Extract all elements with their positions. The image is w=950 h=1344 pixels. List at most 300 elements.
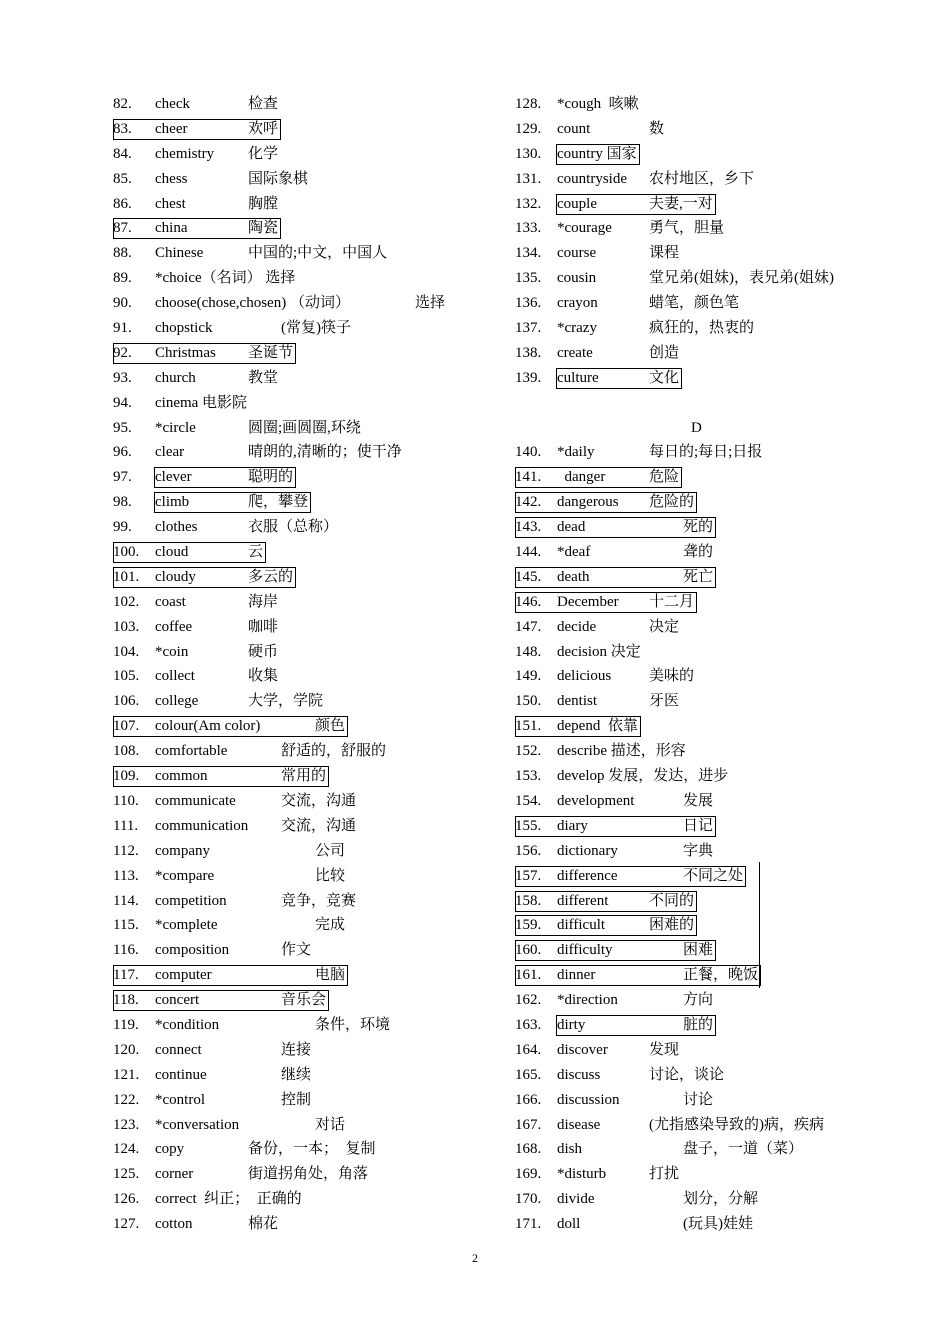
entry-meaning: 海岸 xyxy=(248,593,279,610)
vocab-entry xyxy=(113,764,473,789)
entry-word: crayon xyxy=(557,295,598,312)
section-letter: D xyxy=(691,419,702,436)
entry-word: difficulty xyxy=(557,942,613,959)
entry-word: culture xyxy=(557,369,599,386)
entry-word: cinema 电影院 xyxy=(155,394,248,411)
entry-meaning: 陶瓷 xyxy=(248,220,279,237)
entry-word: countryside xyxy=(557,170,627,187)
entry-word: cheer xyxy=(155,120,188,137)
vocab-entry xyxy=(113,1088,473,1113)
highlight-box xyxy=(556,144,640,165)
entry-word: create xyxy=(557,344,593,361)
right-column xyxy=(515,92,895,1237)
entry-number: 164. xyxy=(515,1041,542,1058)
vocab-entry xyxy=(113,391,473,416)
entry-meaning: 死亡 xyxy=(683,568,714,585)
entry-meaning: 街道拐角处，角落 xyxy=(248,1166,369,1183)
entry-number: 113. xyxy=(113,867,139,884)
vocab-entry xyxy=(515,1013,895,1038)
entry-meaning: 云 xyxy=(248,544,264,561)
entry-meaning: (尤指感染导致的)病，疾病 xyxy=(649,1116,824,1133)
entry-word: correct 纠正； 正确的 xyxy=(155,1191,302,1208)
entry-meaning: 夫妻,一对 xyxy=(649,195,713,212)
entry-word: discover xyxy=(557,1041,608,1058)
vocab-entry xyxy=(515,664,895,689)
vocab-entry xyxy=(515,864,895,889)
vocab-entry xyxy=(515,241,895,266)
entry-word: communication xyxy=(155,817,249,834)
entry-number: 170. xyxy=(515,1191,542,1208)
entry-word: coast xyxy=(155,593,186,610)
entry-word: dirty xyxy=(557,1016,586,1033)
entry-number: 129. xyxy=(515,120,542,137)
entry-number: 156. xyxy=(515,842,542,859)
vocab-entry xyxy=(515,714,895,739)
entry-number: 103. xyxy=(113,618,140,635)
entry-meaning: 音乐会 xyxy=(281,992,327,1009)
entry-word: chess xyxy=(155,170,188,187)
vocab-entry xyxy=(113,316,473,341)
entry-meaning: 不同的 xyxy=(649,892,695,909)
vocab-entry xyxy=(113,266,473,291)
highlight-box xyxy=(113,965,348,986)
highlight-box xyxy=(556,368,682,389)
entry-word: cotton xyxy=(155,1216,193,1233)
entry-meaning: 完成 xyxy=(315,917,346,934)
entry-number: 105. xyxy=(113,668,140,685)
entry-word: cousin xyxy=(557,270,597,287)
entry-number: 160. xyxy=(515,942,542,959)
entry-number: 151. xyxy=(515,718,542,735)
entry-number: 149. xyxy=(515,668,542,685)
entry-meaning: 电脑 xyxy=(315,967,346,984)
entry-number: 166. xyxy=(515,1091,542,1108)
entry-meaning: (常复)筷子 xyxy=(281,320,351,337)
entry-number: 112. xyxy=(113,842,139,859)
entry-number: 126. xyxy=(113,1191,140,1208)
entry-number: 94. xyxy=(113,394,132,411)
vocab-entry xyxy=(113,565,473,590)
vocab-entry xyxy=(113,615,473,640)
entry-meaning: 多云的 xyxy=(248,568,294,585)
vocab-entry xyxy=(113,714,473,739)
entry-number: 132. xyxy=(515,195,542,212)
entry-word: *direction xyxy=(557,992,618,1009)
entry-number: 118. xyxy=(113,992,139,1009)
entry-word: diary xyxy=(557,817,588,834)
entry-word: copy xyxy=(155,1141,185,1158)
vocab-entry xyxy=(113,465,473,490)
entry-meaning: 美味的 xyxy=(649,668,695,685)
vocab-entry xyxy=(515,640,895,665)
vocab-entry xyxy=(113,640,473,665)
entry-number: 99. xyxy=(113,519,132,536)
vocab-entry xyxy=(113,739,473,764)
vocab-entry xyxy=(515,465,895,490)
entry-meaning: 困难的 xyxy=(649,917,695,934)
highlight-box xyxy=(515,891,697,912)
entry-number: 95. xyxy=(113,419,132,436)
entry-number: 125. xyxy=(113,1166,140,1183)
entry-word: course xyxy=(557,245,597,262)
vocab-entry xyxy=(113,192,473,217)
entry-number: 133. xyxy=(515,220,542,237)
entry-meaning: 疯狂的，热衷的 xyxy=(649,320,755,337)
entry-word: *choice（名词） 选择 xyxy=(155,270,296,287)
entry-word: dentist xyxy=(557,693,597,710)
entry-number: 88. xyxy=(113,245,132,262)
vocab-entry xyxy=(113,1063,473,1088)
entry-word: colour(Am color) xyxy=(155,718,261,735)
left-column xyxy=(113,92,473,1237)
entry-word: dangerous xyxy=(557,494,619,511)
vocab-entry xyxy=(515,142,895,167)
highlight-box xyxy=(113,119,281,140)
highlight-box xyxy=(113,567,296,588)
entry-number: 90. xyxy=(113,295,132,312)
vocab-entry xyxy=(515,540,895,565)
entry-number: 107. xyxy=(113,718,140,735)
entry-word: *control xyxy=(155,1091,205,1108)
entry-word: difference xyxy=(557,867,618,884)
vocab-entry xyxy=(113,540,473,565)
section-heading xyxy=(515,416,895,441)
entry-word: dinner xyxy=(557,967,596,984)
entry-number: 169. xyxy=(515,1166,542,1183)
vocab-entry xyxy=(113,689,473,714)
entry-meaning: 堂兄弟(姐妹)，表兄弟(姐妹) xyxy=(649,270,834,287)
entry-meaning: 盘子，一道（菜） xyxy=(683,1141,804,1158)
entry-number: 106. xyxy=(113,693,140,710)
entry-meaning: 聪明的 xyxy=(248,469,294,486)
vocab-entry xyxy=(515,117,895,142)
entry-number: 121. xyxy=(113,1066,140,1083)
entry-word: difficult xyxy=(557,917,606,934)
entry-meaning: 发现 xyxy=(649,1041,680,1058)
entry-meaning: 收集 xyxy=(248,668,279,685)
entry-word: December xyxy=(557,593,619,610)
vocab-entry xyxy=(113,839,473,864)
vocab-entry xyxy=(515,565,895,590)
vocab-entry xyxy=(113,1162,473,1187)
entry-word: chopstick xyxy=(155,320,213,337)
entry-meaning: 文化 xyxy=(649,369,680,386)
highlight-box xyxy=(154,492,311,513)
entry-word: connect xyxy=(155,1041,202,1058)
vocab-entry xyxy=(515,1137,895,1162)
entry-number: 120. xyxy=(113,1041,140,1058)
entry-word: depend 依靠 xyxy=(557,718,638,735)
entry-number: 87. xyxy=(113,220,132,237)
entry-number: 93. xyxy=(113,369,132,386)
entry-meaning: 数 xyxy=(649,120,665,137)
entry-number: 91. xyxy=(113,320,132,337)
entry-number: 104. xyxy=(113,643,140,660)
entry-meaning: 圣诞节 xyxy=(248,344,294,361)
entry-number: 100. xyxy=(113,544,140,561)
entry-number: 108. xyxy=(113,743,140,760)
entry-meaning: 备份，一本； 复制 xyxy=(248,1141,376,1158)
entry-number: 131. xyxy=(515,170,542,187)
entry-meaning: 爬，攀登 xyxy=(248,494,309,511)
highlight-box xyxy=(515,492,697,513)
vocab-entry xyxy=(515,291,895,316)
entry-word: *disturb xyxy=(557,1166,607,1183)
entry-word: disease xyxy=(557,1116,601,1133)
entry-word: china xyxy=(155,220,188,237)
vocab-entry xyxy=(515,515,895,540)
highlight-box xyxy=(113,990,329,1011)
vocab-entry xyxy=(515,1162,895,1187)
vocab-entry xyxy=(113,789,473,814)
vocab-entry xyxy=(113,889,473,914)
entry-number: 127. xyxy=(113,1216,140,1233)
entry-meaning: 危险 xyxy=(649,469,680,486)
entry-word: country 国家 xyxy=(557,145,637,162)
entry-number: 109. xyxy=(113,768,140,785)
entry-word: *daily xyxy=(557,444,595,461)
entry-meaning: 国际象棋 xyxy=(248,170,309,187)
entry-word: chest xyxy=(155,195,186,212)
entry-word: college xyxy=(155,693,199,710)
margin-line xyxy=(759,862,760,988)
entry-word: check xyxy=(155,96,190,112)
entry-meaning: 选择 xyxy=(415,295,446,312)
highlight-box xyxy=(515,567,716,588)
vocab-entry xyxy=(113,366,473,391)
highlight-box xyxy=(515,866,746,887)
entry-meaning: 公司 xyxy=(315,842,346,859)
vocab-entry xyxy=(515,839,895,864)
vocab-entry xyxy=(515,440,895,465)
entry-word: *coin xyxy=(155,643,189,660)
vocab-entry xyxy=(515,938,895,963)
entry-word: *deaf xyxy=(557,544,591,561)
entry-word: delicious xyxy=(557,668,612,685)
vocab-entry xyxy=(113,938,473,963)
entry-number: 143. xyxy=(515,519,542,536)
vocab-entry xyxy=(113,988,473,1013)
vocab-entry xyxy=(113,1212,473,1237)
highlight-box xyxy=(515,915,697,936)
entry-word: *crazy xyxy=(557,320,597,337)
entry-word: dish xyxy=(557,1141,583,1158)
vocab-entry xyxy=(113,117,473,142)
entry-word: computer xyxy=(155,967,212,984)
entry-word: cloud xyxy=(155,544,189,561)
entry-number: 139. xyxy=(515,369,542,386)
entry-number: 157. xyxy=(515,867,542,884)
vocab-entry xyxy=(515,490,895,515)
entry-number: 101. xyxy=(113,568,140,585)
vocab-entry xyxy=(113,1113,473,1138)
vocab-entry xyxy=(113,341,473,366)
highlight-box xyxy=(556,194,716,215)
entry-number: 161. xyxy=(515,967,542,984)
vocab-entry xyxy=(515,739,895,764)
entry-meaning: 咖啡 xyxy=(248,618,279,635)
entry-meaning: 继续 xyxy=(281,1066,312,1083)
entry-meaning: 中国的;中文，中国人 xyxy=(248,245,388,262)
entry-meaning: 不同之处 xyxy=(683,867,744,884)
entry-meaning: 死的 xyxy=(683,519,714,536)
vocab-entry xyxy=(113,167,473,192)
entry-meaning: 检查 xyxy=(248,96,279,112)
entry-meaning: 大学，学院 xyxy=(248,693,324,710)
entry-word: collect xyxy=(155,668,195,685)
highlight-box xyxy=(515,592,697,613)
entry-meaning: 欢呼 xyxy=(248,120,279,137)
entry-number: 115. xyxy=(113,917,139,934)
entry-number: 96. xyxy=(113,444,132,461)
entry-number: 140. xyxy=(515,444,542,461)
vocab-entry xyxy=(113,142,473,167)
entry-word: count xyxy=(557,120,591,137)
entry-number: 98. xyxy=(113,494,132,511)
entry-word: corner xyxy=(155,1166,194,1183)
entry-word: dead xyxy=(557,519,586,536)
entry-meaning: 圆圈;画圆圈,环绕 xyxy=(248,419,361,436)
entry-number: 142. xyxy=(515,494,542,511)
entry-meaning: (玩具)娃娃 xyxy=(683,1216,753,1233)
entry-number: 154. xyxy=(515,792,542,809)
entry-meaning: 决定 xyxy=(649,618,680,635)
entry-meaning: 划分，分解 xyxy=(683,1191,759,1208)
entry-number: 163. xyxy=(515,1016,542,1033)
entry-word: decide xyxy=(557,618,597,635)
entry-word: discuss xyxy=(557,1066,601,1083)
entry-word: Christmas xyxy=(155,344,216,361)
entry-word: couple xyxy=(557,195,597,212)
entry-word: divide xyxy=(557,1191,595,1208)
vocab-entry xyxy=(515,366,895,391)
highlight-box xyxy=(113,716,348,737)
entry-meaning: 棉花 xyxy=(248,1216,279,1233)
page-number: 2 xyxy=(472,1251,478,1265)
highlight-box xyxy=(113,542,266,563)
entry-meaning: 讨论 xyxy=(683,1091,714,1108)
entry-word: clever xyxy=(155,469,192,486)
vocab-entry xyxy=(515,1088,895,1113)
entry-number: 130. xyxy=(515,145,542,162)
entry-meaning: 舒适的，舒服的 xyxy=(281,743,387,760)
entry-number: 117. xyxy=(113,967,139,984)
entry-number: 171. xyxy=(515,1216,542,1233)
entry-word: *condition xyxy=(155,1016,220,1033)
entry-number: 136. xyxy=(515,295,542,312)
entry-word: death xyxy=(557,568,590,585)
entry-number: 111. xyxy=(113,817,139,834)
entry-number: 146. xyxy=(515,593,542,610)
entry-word: cloudy xyxy=(155,568,196,585)
entry-number: 102. xyxy=(113,593,140,610)
entry-word: *conversation xyxy=(155,1116,240,1133)
vocab-entry xyxy=(113,291,473,316)
vocab-entry xyxy=(515,1212,895,1237)
vocab-entry xyxy=(113,1187,473,1212)
entry-meaning: 牙医 xyxy=(649,693,680,710)
vocab-entry xyxy=(515,789,895,814)
entry-number: 158. xyxy=(515,892,542,909)
highlight-box xyxy=(556,1015,716,1036)
vocab-entry xyxy=(113,814,473,839)
entry-number: 134. xyxy=(515,245,542,262)
vocab-entry xyxy=(515,764,895,789)
entry-meaning: 作文 xyxy=(281,942,312,959)
entry-word: company xyxy=(155,842,210,859)
vocab-entry xyxy=(113,241,473,266)
entry-word: *complete xyxy=(155,917,218,934)
entry-meaning: 条件，环境 xyxy=(315,1016,391,1033)
vocab-entry xyxy=(515,266,895,291)
entry-number: 141. xyxy=(515,469,542,486)
entry-word: concert xyxy=(155,992,200,1009)
entry-word: comfortable xyxy=(155,743,228,760)
entry-word: *courage xyxy=(557,220,612,237)
entry-meaning: 十二月 xyxy=(649,593,695,610)
entry-meaning: 化学 xyxy=(248,145,279,162)
entry-word: composition xyxy=(155,942,230,959)
entry-meaning: 交流，沟通 xyxy=(281,817,357,834)
entry-word: continue xyxy=(155,1066,207,1083)
entry-number: 89. xyxy=(113,270,132,287)
vocab-entry xyxy=(113,490,473,515)
vocab-entry xyxy=(515,341,895,366)
vocab-entry xyxy=(515,963,895,988)
entry-number: 165. xyxy=(515,1066,542,1083)
entry-meaning: 创造 xyxy=(649,344,680,361)
entry-word: *cough 咳嗽 xyxy=(557,96,639,112)
entry-word: decision 决定 xyxy=(557,643,641,660)
entry-meaning: 竞争，竞赛 xyxy=(281,892,357,909)
entry-word: coffee xyxy=(155,618,193,635)
highlight-box xyxy=(154,467,296,488)
vocab-entry xyxy=(515,1187,895,1212)
highlight-box xyxy=(515,940,716,961)
vocab-entry xyxy=(515,1113,895,1138)
vocab-entry xyxy=(113,216,473,241)
entry-number: 168. xyxy=(515,1141,542,1158)
vocab-entry xyxy=(113,416,473,441)
entry-word: *circle xyxy=(155,419,196,436)
entry-word: competition xyxy=(155,892,227,909)
highlight-box xyxy=(515,816,716,837)
vocab-entry xyxy=(515,913,895,938)
entry-number: 145. xyxy=(515,568,542,585)
entry-word: chemistry xyxy=(155,145,215,162)
entry-meaning: 聋的 xyxy=(683,544,714,561)
entry-number: 144. xyxy=(515,544,542,561)
entry-number: 114. xyxy=(113,892,139,909)
vocab-entry xyxy=(515,192,895,217)
entry-word: describe 描述，形容 xyxy=(557,743,686,760)
entry-word: development xyxy=(557,792,635,809)
highlight-box xyxy=(515,716,641,737)
vocab-entry xyxy=(113,1013,473,1038)
vocab-entry xyxy=(515,216,895,241)
entry-word: clothes xyxy=(155,519,198,536)
vocab-entry xyxy=(113,1137,473,1162)
vocab-entry xyxy=(113,913,473,938)
entry-meaning: 衣服（总称） xyxy=(248,519,339,536)
entry-number: 82. xyxy=(113,96,132,112)
entry-number: 84. xyxy=(113,145,132,162)
entry-number: 150. xyxy=(515,693,542,710)
entry-meaning: 对话 xyxy=(315,1116,346,1133)
entry-meaning: 勇气，胆量 xyxy=(649,220,725,237)
vocab-entry xyxy=(113,864,473,889)
entry-meaning: 蜡笔，颜色笔 xyxy=(649,295,740,312)
